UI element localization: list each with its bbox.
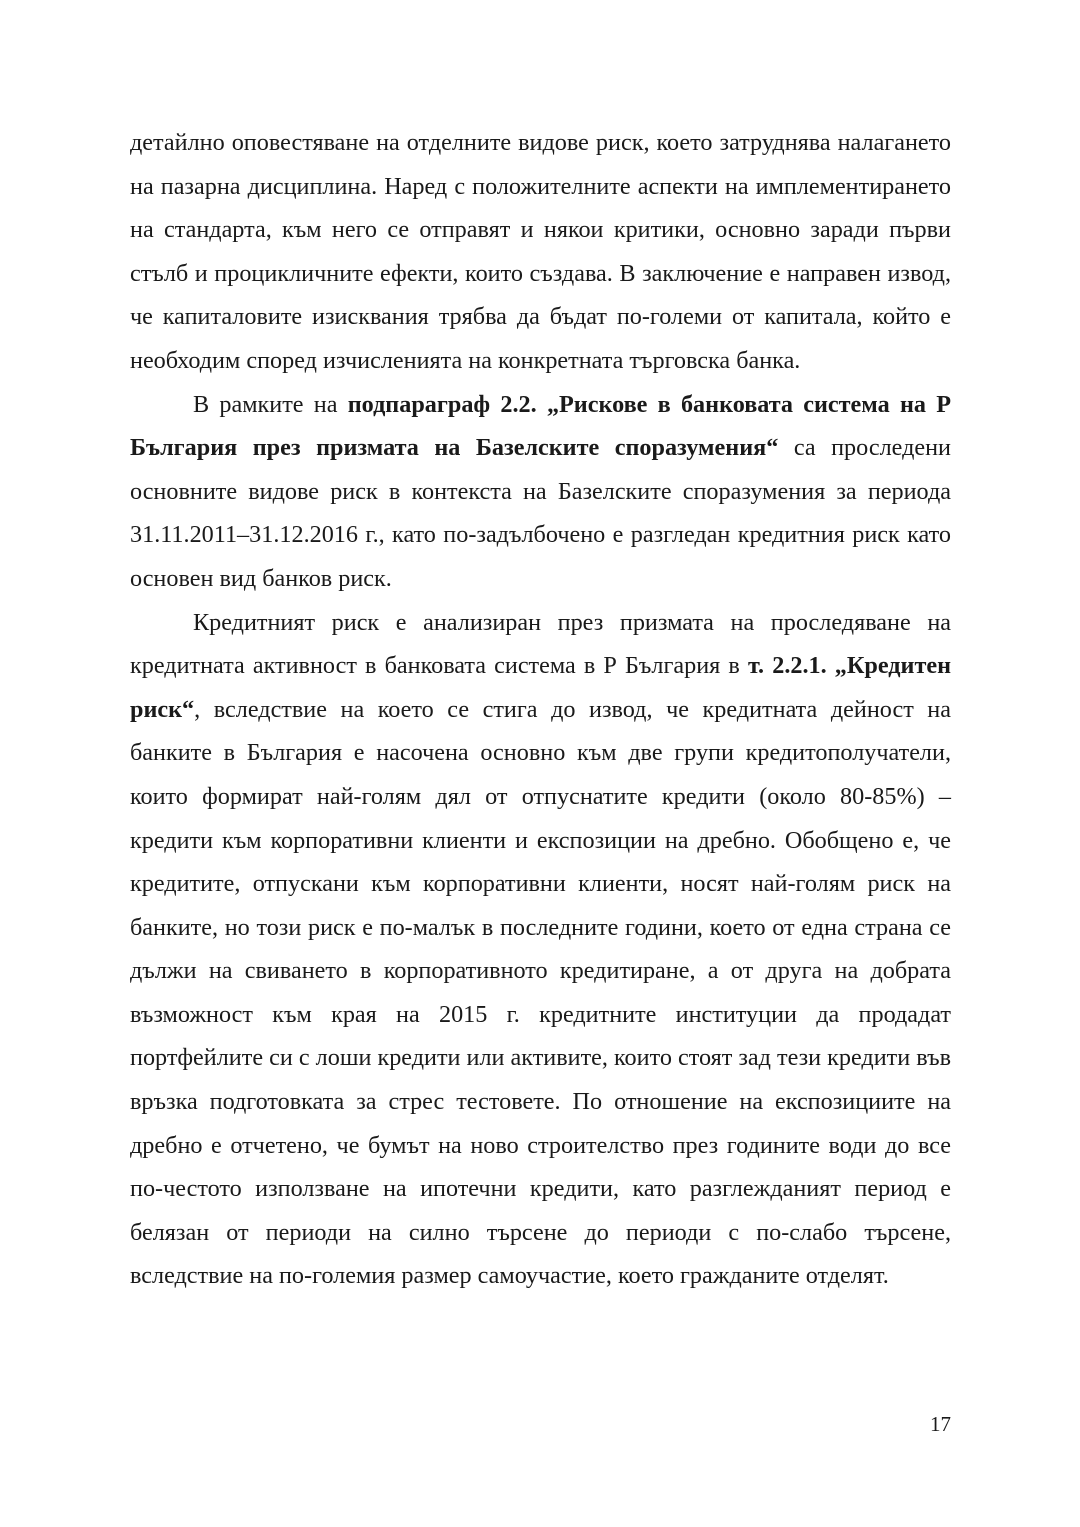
paragraph-2 bbox=[130, 383, 951, 601]
page-body bbox=[130, 121, 951, 1298]
paragraph-2-intro: В рамките на bbox=[193, 390, 348, 418]
paragraph-3-intro: Кредитният риск е анализиран през призмата на проследяване на кредитната активност в банковата система в Р България в bbox=[130, 608, 951, 680]
paragraph-3-rest: , вследствие на което се стига до извод, че кредитната дейност на банките в България е насочена основно към две групи кредитополучатели, които формират най-голям дял от отпуснатите кредити (около 80-85%) – кредити към корпоративни клиенти и експозиции на дребно. Обобщено е, че кредитите, отпускани към корпоративни клиенти, носят най-голям риск на банките, но този риск е по-малък в последните години, което от една страна се дължи на свиването в корпоративното кредитиране, а от друга на добрата възможност към края на 2015 г. кредитните институции да продадат портфейлите си с лоши кредити или активите, които стоят зад тези кредити във връзка подготовката за стрес тестовете. По отношение на експозициите на дребно е отчетено, че бумът на ново строителство през годините води до все по-честото използване на ипотечни кредити, като разглежданият период е белязан от периоди на силно търсене до периоди с по-слабо търсене, вследствие на по-големия размер самоучастие, което гражданите отделят. bbox=[130, 695, 951, 1290]
page-number: 17 bbox=[930, 1412, 951, 1436]
section-2-2-1-title: т. 2.2.1. „Кредитен риск“ bbox=[130, 652, 952, 723]
paragraph-1 bbox=[130, 121, 951, 383]
paragraph-2-rest: са проследени основните видове риск в контекста на Базелските споразумения за периода 31.11.2011–31.12.2016 г., като по-задълбочено е разгледан кредитния риск като основен вид банков риск. bbox=[130, 434, 951, 592]
paragraph-1-text: детайлно оповестяване на отделните видове риск, което затруднява налагането на пазарна дисциплина. Наред с положителните аспекти на имплементирането на стандарта, към него се отправят и някои критики, основно заради първи стълб и процикличните ефекти, които създава. В заключение е направен извод, че капиталовите изисквания трябва да бъдат по-големи от капитала, който е необходим според изчисленията на конкретната търговска банка. bbox=[130, 129, 951, 374]
subparagraph-2-2-title: подпараграф 2.2. „Рискове в банковата система на Р България през призмата на Базелските споразумения“ bbox=[130, 390, 952, 462]
paragraph-3 bbox=[130, 601, 951, 1299]
